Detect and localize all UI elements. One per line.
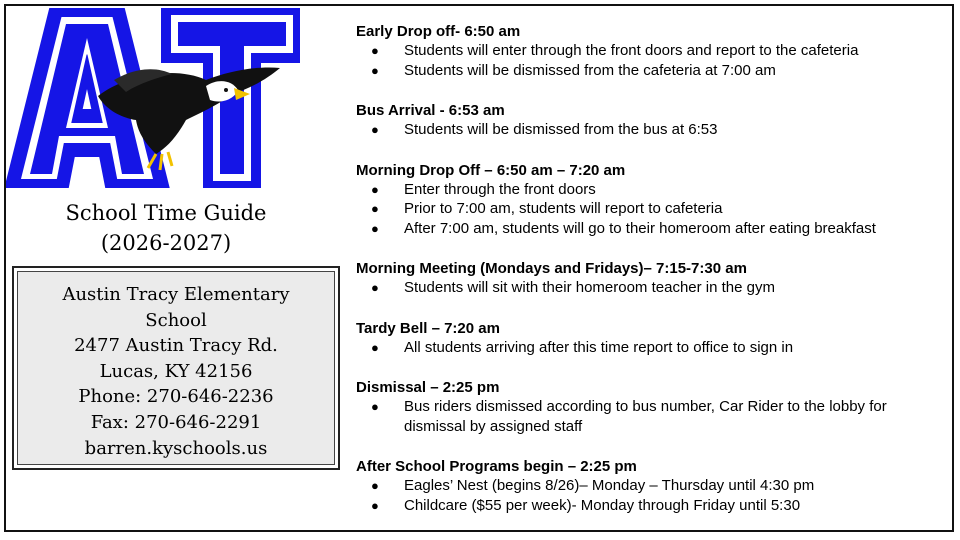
list-item — [356, 199, 942, 219]
bullet-list — [356, 338, 942, 358]
school-name-line1: Austin Tracy Elementary — [62, 284, 290, 305]
bullet-icon: ● — [371, 339, 379, 355]
bullet-list — [356, 278, 942, 298]
bullet-icon: ● — [371, 280, 379, 295]
schedule-section-after-school — [356, 457, 942, 515]
bullet-icon: ● — [371, 181, 379, 197]
schedule-section-tardy-bell — [356, 319, 942, 358]
list-item-text: Students will be dismissed from the bus at 6:53 — [404, 121, 718, 138]
list-item-text: All students arriving after this time report to office to sign in — [404, 338, 794, 356]
guide-title-line: School Time Guide — [65, 201, 267, 225]
list-item-text: After 7:00 am, students will go to their homeroom after eating breakfast — [404, 219, 876, 237]
bullet-icon: ● — [371, 478, 379, 493]
section-heading: After School Programs begin – 2:25 pm — [356, 458, 637, 475]
school-website: barren.kyschools.us — [84, 437, 268, 459]
bullet-icon: ● — [371, 43, 379, 58]
list-item-text: Students will enter through the front doors and report to the cafeteria — [404, 42, 859, 59]
school-name-line2: School — [145, 309, 207, 331]
bullet-icon: ● — [371, 220, 379, 236]
schedule-section-early-drop-off — [356, 22, 942, 80]
list-item — [356, 397, 942, 436]
bullet-icon: ● — [371, 497, 379, 513]
list-item-text: Childcare ($55 per week)- Monday through Friday until 5:30 — [404, 496, 801, 514]
section-heading: Bus Arrival - 6:53 am — [356, 102, 505, 119]
list-item-text: Bus riders dismissed according to bus number, Car Rider to the lobby for dismissal by assigned staff — [404, 398, 887, 435]
bullet-list — [356, 476, 942, 515]
school-fax: Fax: 270-646-2291 — [90, 411, 262, 433]
bullet-list — [356, 120, 942, 140]
list-item-text: Enter through the front doors — [404, 180, 596, 198]
section-heading: Morning Drop Off – 6:50 am – 7:20 am — [356, 161, 626, 179]
bullet-icon: ● — [371, 62, 379, 78]
school-phone: Phone: 270-646-2236 — [78, 386, 274, 408]
section-heading: Dismissal – 2:25 pm — [356, 379, 500, 396]
bullet-icon: ● — [371, 399, 379, 414]
bullet-icon: ● — [371, 201, 379, 216]
list-item — [356, 476, 942, 496]
at-logo-icon — [6, 8, 300, 188]
section-heading: Morning Meeting (Mondays and Fridays)– 7:15-7:30 am — [356, 260, 747, 277]
schedule-section-morning-drop-off — [356, 161, 942, 239]
section-heading: Tardy Bell – 7:20 am — [356, 319, 500, 337]
list-item — [356, 496, 942, 516]
contact-box — [12, 266, 340, 470]
schedule — [356, 22, 942, 536]
school-logo — [6, 8, 300, 188]
bullet-list — [356, 397, 942, 436]
bullet-list — [356, 41, 942, 80]
schedule-section-dismissal — [356, 378, 942, 436]
schedule-section-bus-arrival — [356, 101, 942, 140]
contact-box-inner — [17, 271, 335, 465]
guide-year-line: (2026-2027) — [100, 231, 232, 255]
list-item — [356, 120, 942, 140]
list-item — [356, 180, 942, 200]
schedule-section-morning-meeting — [356, 259, 942, 298]
school-city: Lucas, KY 42156 — [99, 360, 253, 382]
list-item-text: Students will sit with their homeroom teacher in the gym — [404, 279, 775, 296]
list-item — [356, 61, 942, 81]
school-address: 2477 Austin Tracy Rd. — [74, 335, 278, 357]
list-item — [356, 338, 942, 358]
list-item-text: Students will be dismissed from the cafeteria at 7:00 am — [404, 61, 776, 79]
list-item — [356, 41, 942, 61]
list-item-text: Prior to 7:00 am, students will report to cafeteria — [404, 200, 723, 217]
list-item — [356, 278, 942, 298]
bullet-list — [356, 180, 942, 239]
list-item — [356, 219, 942, 239]
guide-title — [14, 198, 318, 258]
bullet-icon: ● — [371, 122, 379, 137]
list-item-text: Eagles’ Nest (begins 8/26)– Monday – Thursday until 4:30 pm — [404, 477, 815, 494]
section-heading: Early Drop off- 6:50 am — [356, 23, 521, 40]
